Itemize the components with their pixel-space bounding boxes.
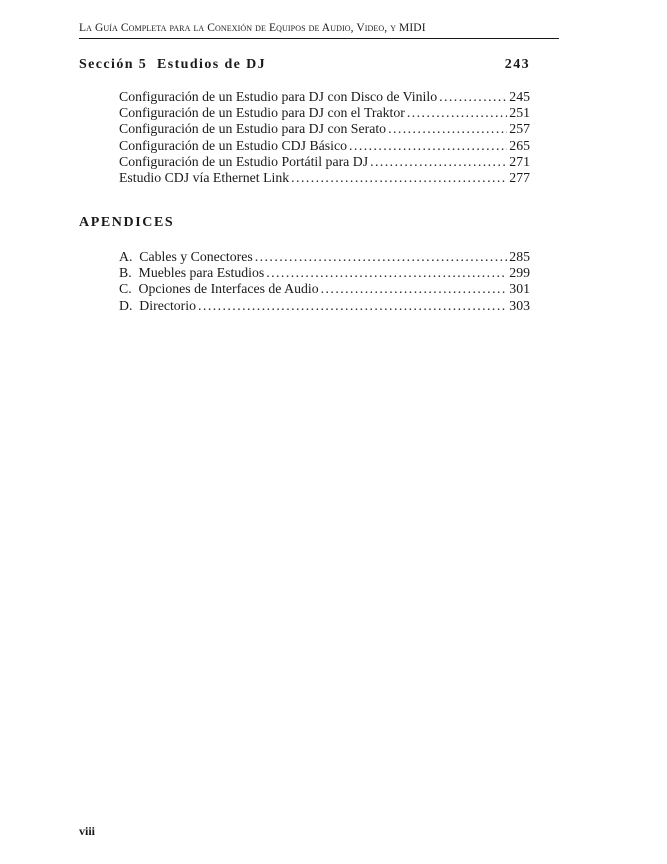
toc-entry[interactable] (119, 170, 530, 186)
toc-entry-label: Configuración de un Estudio CDJ Básico (119, 137, 348, 153)
toc-entry-label: C. Opciones de Interfaces de Audio (119, 281, 319, 297)
toc-entry-page: 265 (509, 137, 530, 153)
toc-entry-label: A. Cables y Conectores (119, 249, 253, 264)
toc-entry-page: 301 (509, 281, 530, 297)
toc-entry[interactable] (119, 105, 530, 121)
dot-leader (370, 154, 507, 170)
toc-entry[interactable] (119, 298, 530, 314)
toc-entry-page: 277 (509, 170, 530, 186)
toc-entry[interactable] (119, 265, 530, 281)
page-folio: viii (79, 824, 96, 838)
section-title: Sección 5 Estudios de DJ (79, 57, 267, 72)
dot-leader (439, 89, 507, 105)
toc-entry-page: 245 (509, 89, 530, 104)
dot-leader (266, 265, 507, 281)
dot-leader (198, 298, 507, 314)
dot-leader (255, 249, 508, 265)
section-heading (79, 57, 530, 73)
toc-entry-page: 285 (509, 249, 530, 264)
toc-entry-page: 251 (509, 105, 530, 121)
toc-entry-label: B. Muebles para Estudios (119, 265, 265, 281)
toc-entry-label: Estudio CDJ vía Ethernet Link (119, 170, 290, 186)
toc-entry-label: Configuración de un Estudio para DJ con el Traktor (119, 105, 405, 121)
dot-leader (388, 121, 507, 137)
dot-leader (321, 281, 508, 297)
toc-entry[interactable] (119, 154, 530, 170)
toc-entry[interactable] (119, 138, 530, 154)
dot-leader (349, 138, 507, 154)
toc-entry[interactable] (119, 249, 530, 265)
appendices-heading: APENDICES (79, 215, 175, 230)
toc-entry-page: 299 (509, 265, 530, 281)
toc-entry-label: Configuración de un Estudio Portátil para DJ (119, 153, 369, 169)
toc-entry[interactable] (119, 89, 530, 105)
running-head: La Guía Completa para la Conexión de Equipos de Audio, Video, y MIDI (79, 22, 426, 34)
toc-entry[interactable] (119, 121, 530, 137)
toc-entry-label: D. Directorio (119, 297, 197, 313)
toc-entry-label: Configuración de un Estudio para DJ con Serato (119, 121, 387, 137)
toc-entry-page: 303 (509, 297, 530, 313)
section-toc-list (119, 89, 530, 186)
dot-leader (291, 170, 507, 186)
toc-entry[interactable] (119, 281, 530, 297)
toc-entry-page: 257 (509, 121, 530, 137)
toc-entry-page: 271 (509, 153, 530, 169)
section-page-number: 243 (504, 57, 530, 72)
header-rule (79, 38, 559, 39)
appendices-toc-list (119, 249, 530, 314)
dot-leader (407, 105, 507, 121)
toc-entry-label: Configuración de un Estudio para DJ con Disco de Vinilo (119, 89, 438, 104)
